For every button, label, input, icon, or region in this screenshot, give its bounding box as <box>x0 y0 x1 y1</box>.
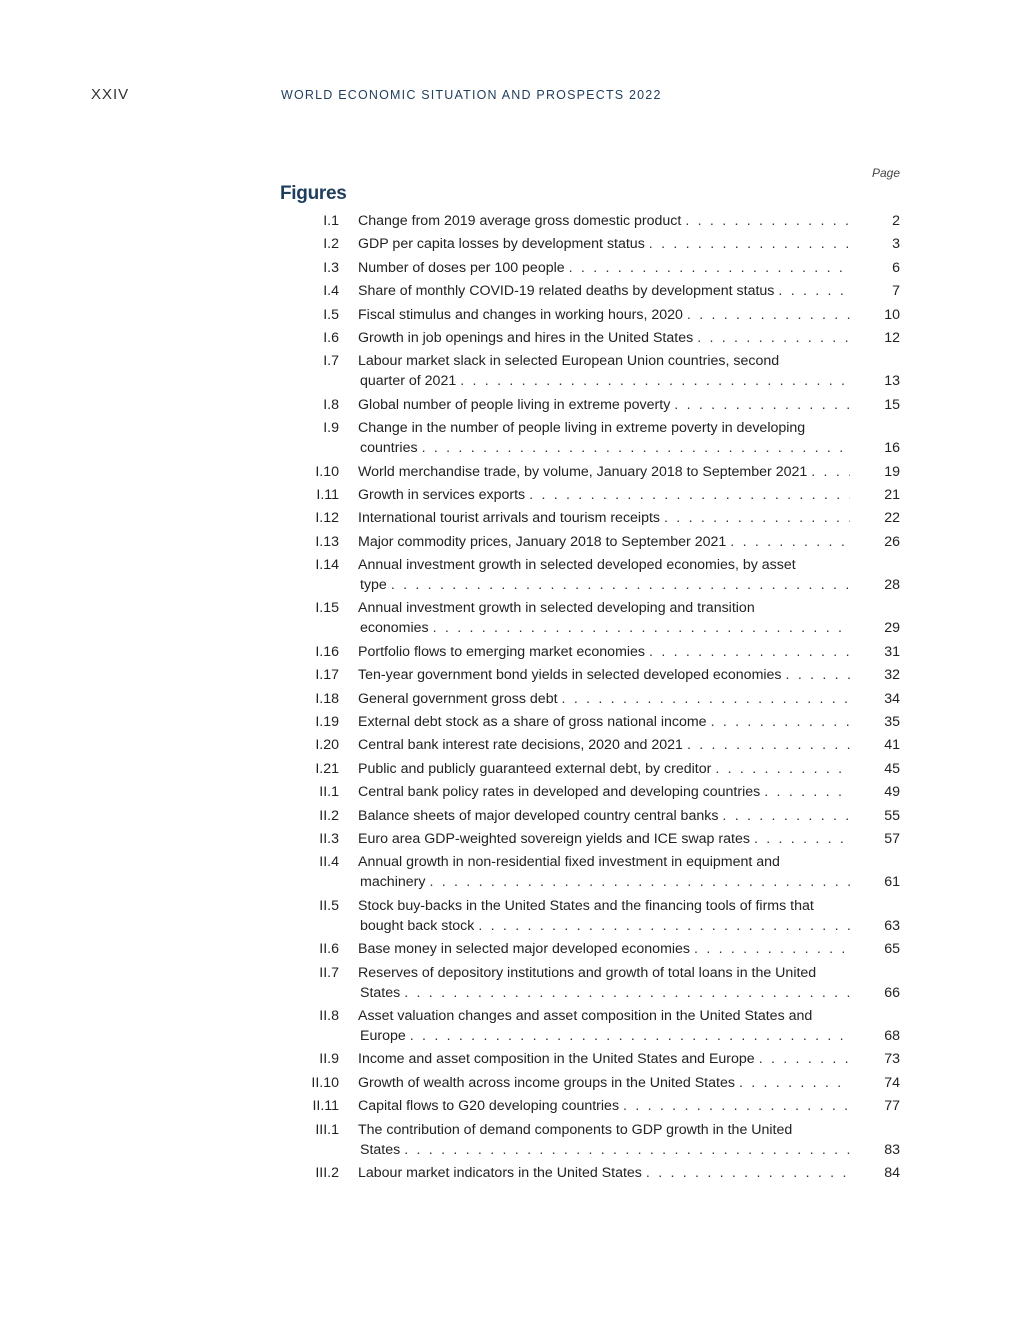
figure-number: I.16 <box>315 643 339 660</box>
dot-leader <box>778 281 850 301</box>
figure-number: I.20 <box>315 737 339 754</box>
page-reference: 35 <box>884 714 900 731</box>
page-reference: 28 <box>884 577 900 594</box>
figure-title: bought back stock <box>360 917 475 934</box>
figure-number: I.9 <box>323 420 339 437</box>
dot-leader <box>433 618 850 638</box>
figure-number: III.1 <box>315 1121 339 1138</box>
figure-number: II.10 <box>311 1074 339 1091</box>
page-reference: 2 <box>892 213 900 229</box>
dot-leader <box>649 234 850 254</box>
figure-number: II.3 <box>319 830 339 847</box>
figure-title: Growth of wealth across income groups in the United States <box>358 1074 735 1091</box>
page-reference: 3 <box>892 236 900 253</box>
toc-entry[interactable] <box>280 305 900 325</box>
figure-number: I.11 <box>316 486 339 503</box>
dot-leader <box>623 1096 850 1116</box>
dot-leader <box>404 983 850 1003</box>
figure-title: economies <box>360 620 429 637</box>
running-title: WORLD ECONOMIC SITUATION AND PROSPECTS 2022 <box>281 88 662 102</box>
figure-title: countries <box>360 440 418 457</box>
toc-entry[interactable] <box>280 782 900 802</box>
toc-entry[interactable] <box>280 665 900 685</box>
page-reference: 16 <box>884 440 900 457</box>
toc-entry[interactable] <box>280 712 900 732</box>
figure-number: I.1 <box>323 213 339 229</box>
dot-leader <box>562 689 850 709</box>
figure-number: II.4 <box>319 854 339 871</box>
page-reference: 21 <box>884 486 900 503</box>
figure-title: Labour market indicators in the United States <box>358 1164 642 1181</box>
figure-number: I.7 <box>323 353 339 370</box>
page-reference: 65 <box>884 941 900 958</box>
figure-number: II.1 <box>319 784 339 801</box>
figure-title: Reserves of depository institutions and growth of total loans in the United <box>358 965 820 981</box>
toc-entry[interactable] <box>280 1049 900 1069</box>
dot-leader <box>759 1049 850 1069</box>
figure-number: I.14 <box>315 557 339 574</box>
page-reference: 45 <box>884 760 900 777</box>
page-reference: 55 <box>884 807 900 824</box>
figure-title: International tourist arrivals and tourism receipts <box>358 510 661 527</box>
figure-title: Global number of people living in extreme poverty <box>358 396 671 413</box>
toc-entry[interactable] <box>280 532 900 552</box>
toc-entry[interactable] <box>280 963 900 1003</box>
figure-title: Annual investment growth in selected developed economies, by asset <box>358 557 800 573</box>
toc-entry[interactable] <box>280 508 900 528</box>
page-reference: 66 <box>884 984 900 1001</box>
page-reference: 13 <box>884 373 900 390</box>
toc-entry[interactable] <box>280 689 900 709</box>
toc-entry[interactable] <box>280 852 900 892</box>
page-reference: 15 <box>884 396 900 413</box>
toc-entry[interactable] <box>280 555 900 595</box>
figure-title: machinery <box>360 874 426 891</box>
figure-title: Income and asset composition in the United States and Europe <box>358 1051 755 1068</box>
figure-title: External debt stock as a share of gross national income <box>358 714 707 731</box>
dot-leader <box>649 642 850 662</box>
dot-leader <box>739 1073 850 1093</box>
page-reference: 7 <box>892 283 900 300</box>
figure-number: I.2 <box>323 236 339 253</box>
toc-entry[interactable] <box>280 234 900 254</box>
figure-title: quarter of 2021 <box>360 373 457 390</box>
dot-leader <box>687 305 850 325</box>
figure-number: I.13 <box>315 533 339 550</box>
figure-title: type <box>360 577 387 594</box>
toc-entry[interactable] <box>280 939 900 959</box>
figure-number: I.6 <box>323 329 339 346</box>
dot-leader <box>711 712 850 732</box>
dot-leader <box>715 759 850 779</box>
page-reference: 84 <box>884 1164 900 1181</box>
figure-title: States <box>360 1141 401 1158</box>
figure-number: I.4 <box>323 283 339 300</box>
page-reference: 19 <box>884 463 900 480</box>
figure-title: Base money in selected major developed economies <box>358 941 691 958</box>
figure-title: Growth in services exports <box>358 486 526 503</box>
page-reference: 6 <box>892 259 900 276</box>
dot-leader <box>674 395 850 415</box>
figure-title: Share of monthly COVID-19 related deaths by development status <box>358 283 775 300</box>
toc-entry[interactable] <box>280 485 900 505</box>
figure-title: Number of doses per 100 people <box>358 259 565 276</box>
figure-title: The contribution of demand components to GDP growth in the United <box>358 1122 796 1138</box>
toc-entry[interactable] <box>280 1120 900 1160</box>
figure-number: I.21 <box>315 760 339 777</box>
page-reference: 57 <box>884 830 900 847</box>
figure-number: II.9 <box>319 1051 339 1068</box>
figure-title: GDP per capita losses by development status <box>358 236 645 253</box>
figure-number: I.17 <box>315 667 339 684</box>
figure-title: World merchandise trade, by volume, January 2018 to September 2021 <box>358 463 808 480</box>
toc-entry[interactable] <box>280 829 900 849</box>
page-reference: 68 <box>884 1027 900 1044</box>
figure-title: Asset valuation changes and asset composition in the United States and <box>358 1008 816 1024</box>
section-title: Figures <box>280 183 347 204</box>
figure-number: I.5 <box>323 306 339 323</box>
figure-number: I.12 <box>315 510 339 527</box>
figure-title: Stock buy-backs in the United States and the financing tools of firms that <box>358 898 818 914</box>
toc-entry[interactable] <box>280 1096 900 1116</box>
page-reference: 63 <box>884 917 900 934</box>
toc-entry[interactable] <box>280 395 900 415</box>
figure-number: I.18 <box>315 690 339 707</box>
figure-title: States <box>360 984 401 1001</box>
page-reference: 77 <box>884 1098 900 1115</box>
page-reference: 83 <box>884 1141 900 1158</box>
toc-entry[interactable] <box>280 211 900 231</box>
dot-leader <box>687 735 850 755</box>
dot-leader <box>391 575 850 595</box>
page-reference: 73 <box>884 1051 900 1068</box>
figure-number: II.8 <box>319 1007 339 1024</box>
figure-title: Public and publicly guaranteed external debt, by creditor <box>358 760 712 777</box>
figure-title: Annual investment growth in selected developing and transition <box>358 600 759 616</box>
figure-number: II.11 <box>312 1098 339 1115</box>
figure-title: Change in the number of people living in extreme poverty in developing <box>358 420 809 436</box>
dot-leader <box>646 1163 850 1183</box>
figure-title: Major commodity prices, January 2018 to September 2021 <box>358 533 727 550</box>
figure-title: Europe <box>360 1027 406 1044</box>
toc-entry[interactable] <box>280 1006 900 1046</box>
figure-number: I.8 <box>323 396 339 413</box>
figure-number: II.5 <box>319 897 339 914</box>
figure-title: Growth in job openings and hires in the United States <box>358 329 694 346</box>
toc-entry[interactable] <box>280 1073 900 1093</box>
figure-number: I.3 <box>323 259 339 276</box>
toc-entry[interactable] <box>280 418 900 458</box>
dot-leader <box>722 806 850 826</box>
toc-entry[interactable] <box>280 598 900 638</box>
page-reference: 34 <box>884 690 900 707</box>
dot-leader <box>569 258 850 278</box>
page-reference: 26 <box>884 533 900 550</box>
toc-entry[interactable] <box>280 735 900 755</box>
dot-leader <box>754 829 850 849</box>
figure-number: I.15 <box>315 600 339 617</box>
dot-leader <box>460 371 850 391</box>
figure-number: I.10 <box>315 463 339 480</box>
page-reference: 61 <box>884 874 900 891</box>
page-reference: 22 <box>884 510 900 527</box>
figure-title: Annual growth in non-residential fixed investment in equipment and <box>358 854 784 870</box>
figure-number: I.19 <box>315 714 339 731</box>
figure-title: Euro area GDP-weighted sovereign yields and ICE swap rates <box>358 830 750 847</box>
figures-list <box>280 211 900 1186</box>
page-reference: 29 <box>884 620 900 637</box>
toc-entry[interactable] <box>280 896 900 936</box>
figure-title: Capital flows to G20 developing countries <box>358 1098 620 1115</box>
figure-title: Ten-year government bond yields in selected developed economies <box>358 667 782 684</box>
figure-title: Central bank interest rate decisions, 2020 and 2021 <box>358 737 683 754</box>
dot-leader <box>429 872 850 892</box>
toc-entry[interactable] <box>280 281 900 301</box>
figure-title: Portfolio flows to emerging market economies <box>358 643 646 660</box>
figure-number: II.2 <box>319 807 339 824</box>
dot-leader <box>422 438 850 458</box>
figure-title: General government gross debt <box>358 690 558 707</box>
figure-title: Central bank policy rates in developed and developing countries <box>358 784 761 801</box>
toc-entry[interactable] <box>280 759 900 779</box>
dot-leader <box>404 1140 850 1160</box>
dot-leader <box>478 916 850 936</box>
figure-title: Labour market slack in selected European Union countries, second <box>358 353 783 369</box>
dot-leader <box>529 485 850 505</box>
page-number: XXIV <box>91 86 130 103</box>
dot-leader <box>685 211 850 231</box>
page-reference: 10 <box>884 306 900 323</box>
page-reference: 74 <box>884 1074 900 1091</box>
figure-title: Balance sheets of major developed country central banks <box>358 807 719 824</box>
figure-title: Fiscal stimulus and changes in working hours, 2020 <box>358 306 683 323</box>
toc-entry[interactable] <box>280 1163 900 1183</box>
dot-leader <box>764 782 850 802</box>
figure-number: II.7 <box>319 964 339 981</box>
figure-number: II.6 <box>319 941 339 958</box>
figure-title: Change from 2019 average gross domestic product <box>358 213 682 229</box>
figure-number: III.2 <box>315 1164 339 1181</box>
dot-leader <box>786 665 850 685</box>
toc-entry[interactable] <box>280 258 900 278</box>
page-reference: 41 <box>884 737 900 754</box>
toc-entry[interactable] <box>280 328 900 348</box>
dot-leader <box>694 939 850 959</box>
dot-leader <box>730 532 850 552</box>
toc-entry[interactable] <box>280 806 900 826</box>
page-column-label: Page <box>871 166 900 180</box>
dot-leader <box>811 462 850 482</box>
dot-leader <box>664 508 850 528</box>
page-reference: 49 <box>884 784 900 801</box>
dot-leader <box>697 328 850 348</box>
toc-entry[interactable] <box>280 351 900 391</box>
toc-entry[interactable] <box>280 462 900 482</box>
page-reference: 32 <box>884 667 900 684</box>
toc-entry[interactable] <box>280 642 900 662</box>
page-reference: 12 <box>884 329 900 346</box>
page-reference: 31 <box>884 643 900 660</box>
dot-leader <box>410 1026 850 1046</box>
